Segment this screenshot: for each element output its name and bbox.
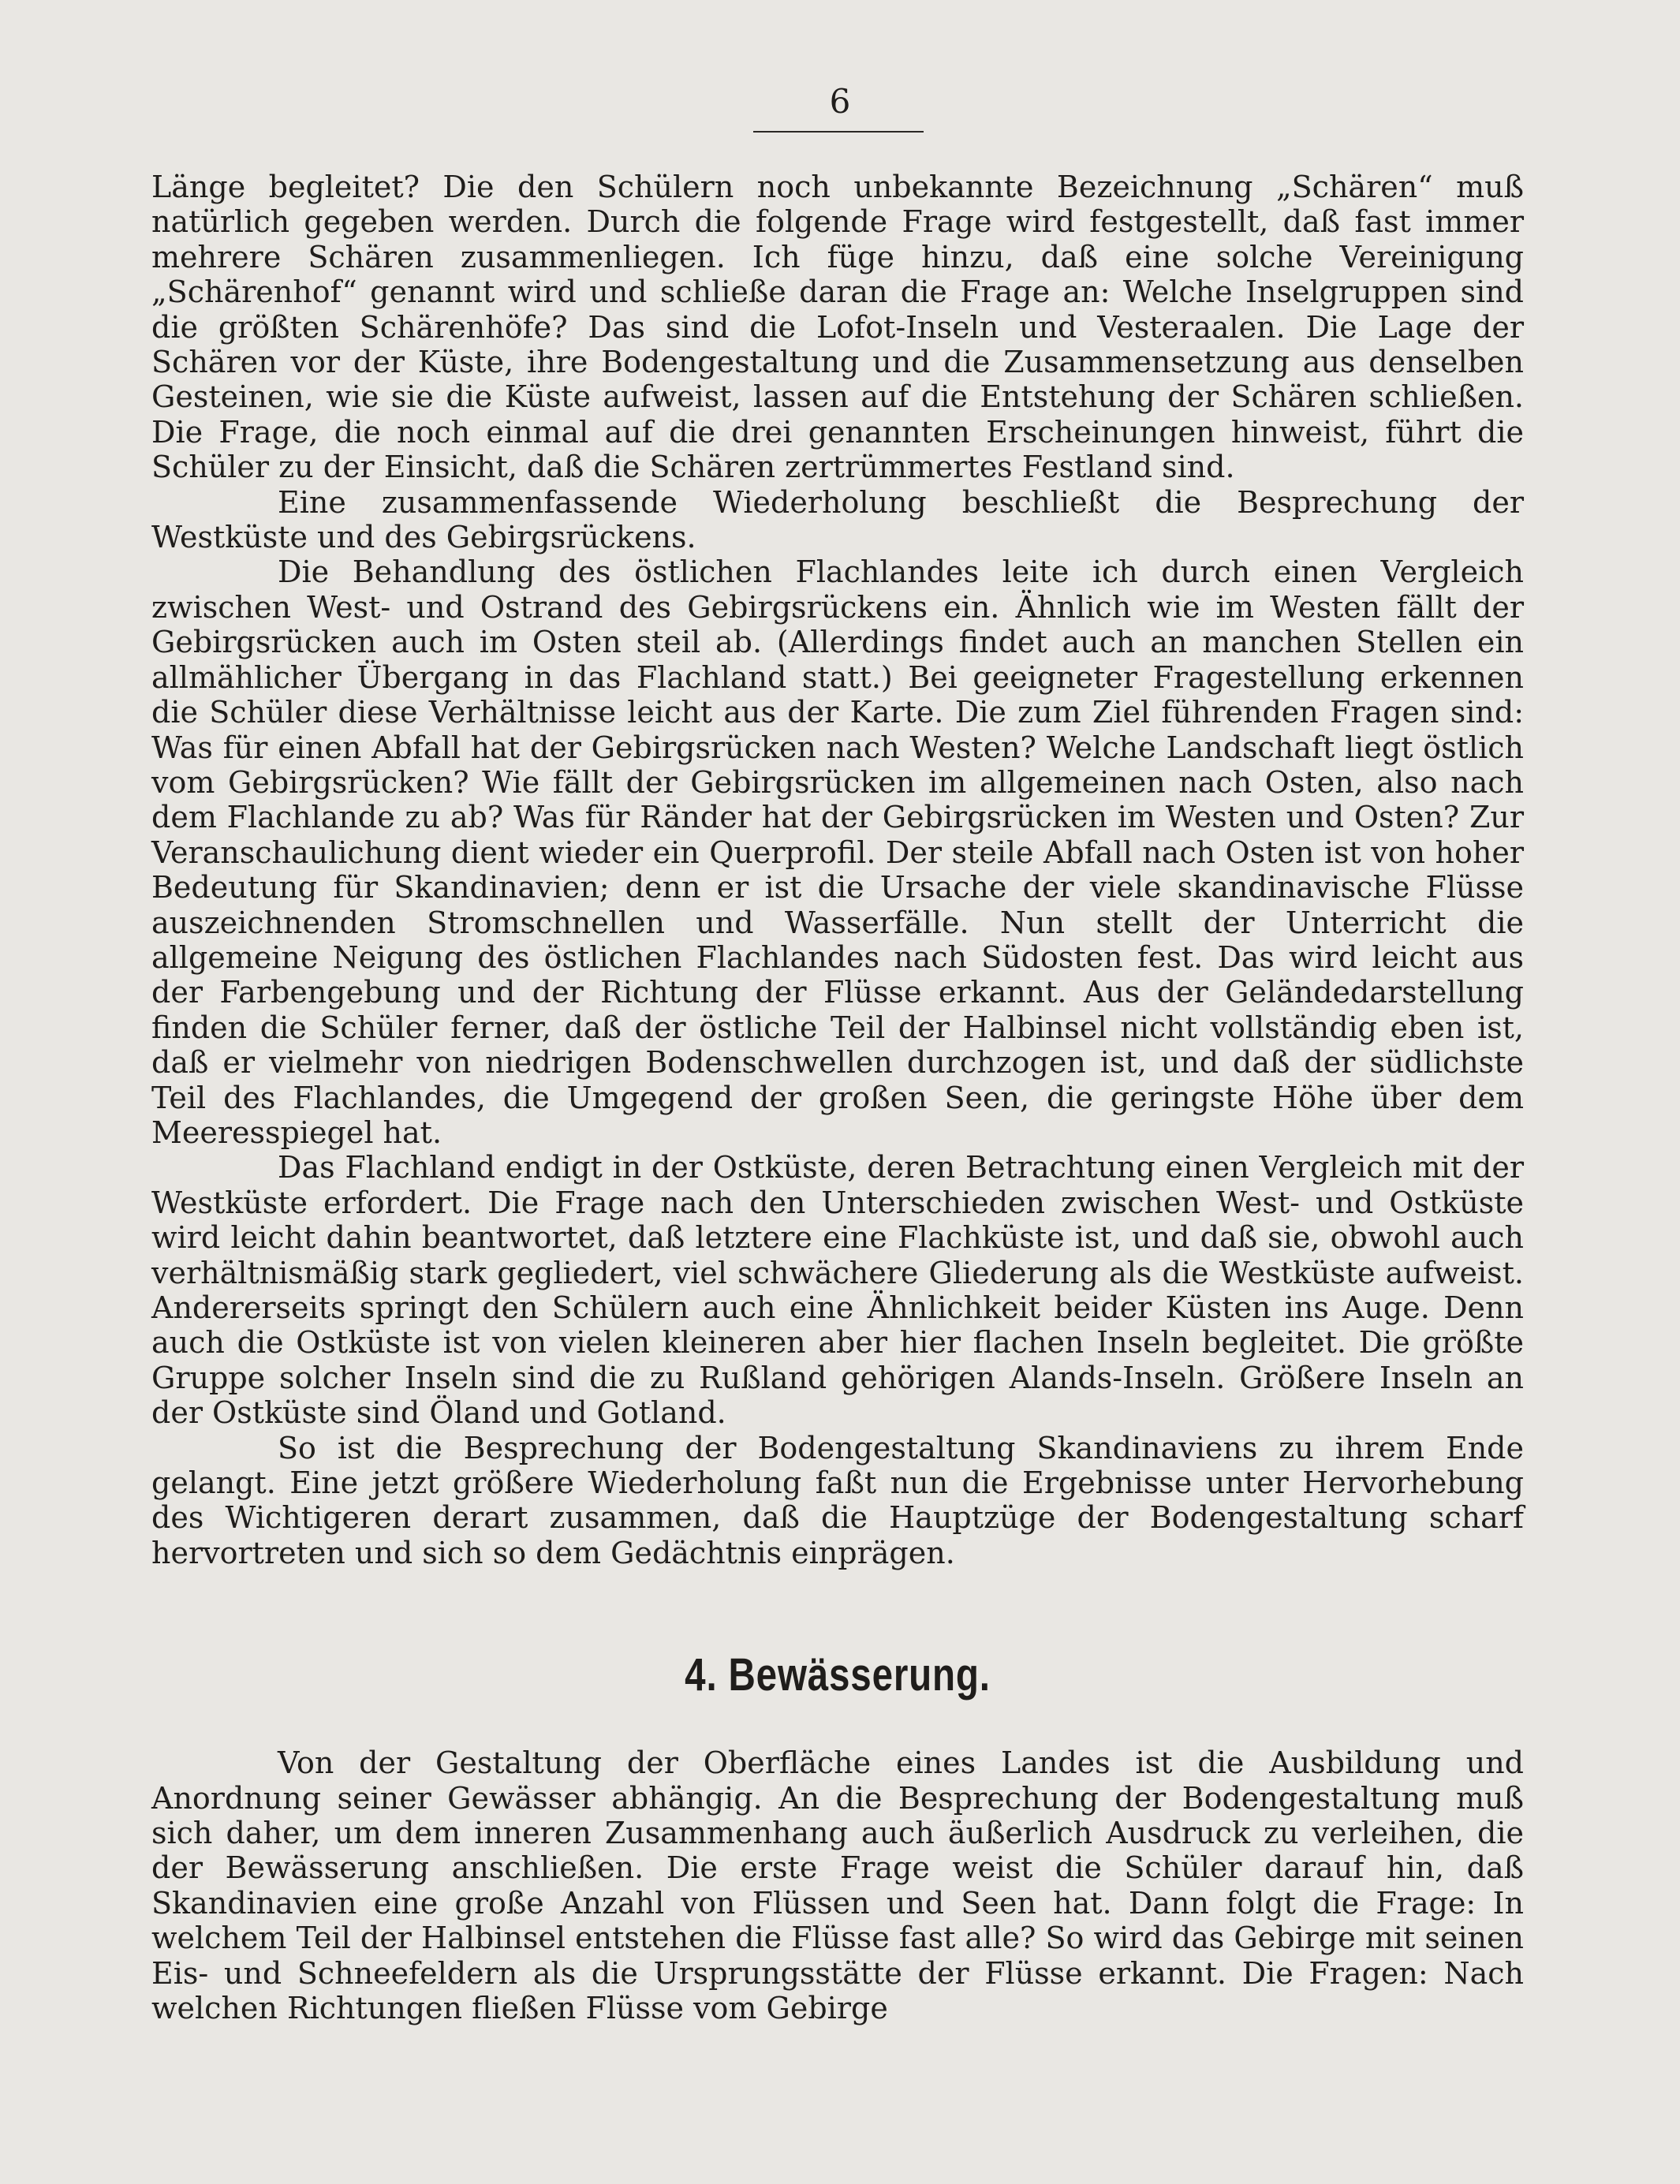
paragraph-abschluss: So ist die Besprechung der Bodengestaltung Skandinaviens zu ihrem Ende gelangt. Eine jetzt größere Wiederholung faßt nun die Ergebnisse unter Hervorhebung des Wichtigeren derart zusammen, daß die Hauptzüge der Bodengestaltung scharf hervortreten und sich so dem Gedächtnis einprägen. — [151, 1430, 1524, 1570]
paragraph-flachland: Die Behandlung des östlichen Flachlandes leite ich durch einen Vergleich zwischen West- und Ostrand des Gebirgsrückens ein. Ähnlich wie im Westen fällt der Gebirgsrücken auch im Osten steil ab. (Allerdings findet auch an manchen Stellen ein allmählicher Übergang in das Flachland statt.) Bei geeigneter Fragestellung erkennen die Schüler diese Verhältnisse leicht aus der Karte. Die zum Ziel führenden Fragen sind: Was für einen Abfall hat der Gebirgsrücken nach Westen? Welche Landschaft liegt östlich vom Gebirgsrücken? Wie fällt der Gebirgsrücken im allgemeinen nach Osten, also nach dem Flachlande zu ab? Was für Ränder hat der Gebirgsrücken im Westen und Osten? Zur Veranschaulichung dient wieder ein Querprofil. Der steile Abfall nach Osten ist von hoher Bedeutung für Skandinavien; denn er ist die Ursache der viele skandinavische Flüsse auszeichnenden Stromschnellen und Wasserfälle. Nun stellt der Unterricht die allgemeine Neigung des östlichen Flachlandes nach Südosten fest. Das wird leicht aus der Farbengebung und der Richtung der Flüsse erkannt. Aus der Geländedarstellung finden die Schüler ferner, daß der östliche Teil der Halbinsel nicht vollständig eben ist, daß er vielmehr von niedrigen Bodenschwellen durchzogen ist, und daß der südlichste Teil des Flachlandes, die Umgegend der großen Seen, die geringste Höhe über dem Meeresspiegel hat. — [151, 554, 1524, 1150]
section-heading: 4. Bewässerung. — [685, 1649, 991, 1701]
body-text — [151, 170, 1524, 2026]
page-number-rule — [753, 131, 924, 133]
paragraph-wiederholung: Eine zusammenfassende Wiederholung beschließt die Besprechung der Westküste und des Gebirgsrückens. — [151, 484, 1524, 555]
paragraph-bewaesserung: Von der Gestaltung der Oberfläche eines Landes ist die Ausbildung und Anordnung seiner Gewässer abhängig. An die Besprechung der Bodengestaltung muß sich daher, um dem inneren Zusammenhang auch äußerlich Ausdruck zu verleihen, die der Bewässerung anschließen. Die erste Frage weist die Schüler darauf hin, daß Skandinavien eine große Anzahl von Flüssen und Seen hat. Dann folgt die Frage: In welchem Teil der Halbinsel entstehen die Flüsse fast alle? So wird das Gebirge mit seinen Eis- und Schneefeldern als die Ursprungsstätte der Flüsse erkannt. Die Fragen: Nach welchen Richtungen fließen Flüsse vom Gebirge — [151, 1745, 1524, 2026]
page-number: 6 — [829, 82, 851, 121]
paragraph-ostkueste: Das Flachland endigt in der Ostküste, deren Betrachtung einen Vergleich mit der Westküste erfordert. Die Frage nach den Unterschieden zwischen West- und Ostküste wird leicht dahin beantwortet, daß letztere eine Flachküste ist, und daß sie, obwohl auch verhältnismäßig stark gegliedert, viel schwächere Gliederung als die Westküste aufweist. Andererseits springt den Schülern auch eine Ähnlichkeit beider Küsten ins Auge. Denn auch die Ostküste ist von vielen kleineren aber hier flachen Inseln begleitet. Die größte Gruppe solcher Inseln sind die zu Rußland gehörigen Alands-Inseln. Größere Inseln an der Ostküste sind Öland und Gotland. — [151, 1150, 1524, 1431]
paragraph-schaeren: Länge begleitet? Die den Schülern noch unbekannte Bezeichnung „Schären“ muß natürlich gegeben werden. Durch die folgende Frage wird festgestellt, daß fast immer mehrere Schären zusammenliegen. Ich füge hinzu, daß eine solche Vereinigung „Schärenhof“ genannt wird und schließe daran die Frage an: Welche Inselgruppen sind die größten Schärenhöfe? Das sind die Lofot-Inseln und Vesteraalen. Die Lage der Schären vor der Küste, ihre Bodengestaltung und die Zusammensetzung aus denselben Gesteinen, wie sie die Küste aufweist, lassen auf die Entstehung der Schären schließen. Die Frage, die noch einmal auf die drei genannten Erscheinungen hinweist, führt die Schüler zu der Einsicht, daß die Schären zertrümmertes Festland sind. — [151, 170, 1524, 485]
